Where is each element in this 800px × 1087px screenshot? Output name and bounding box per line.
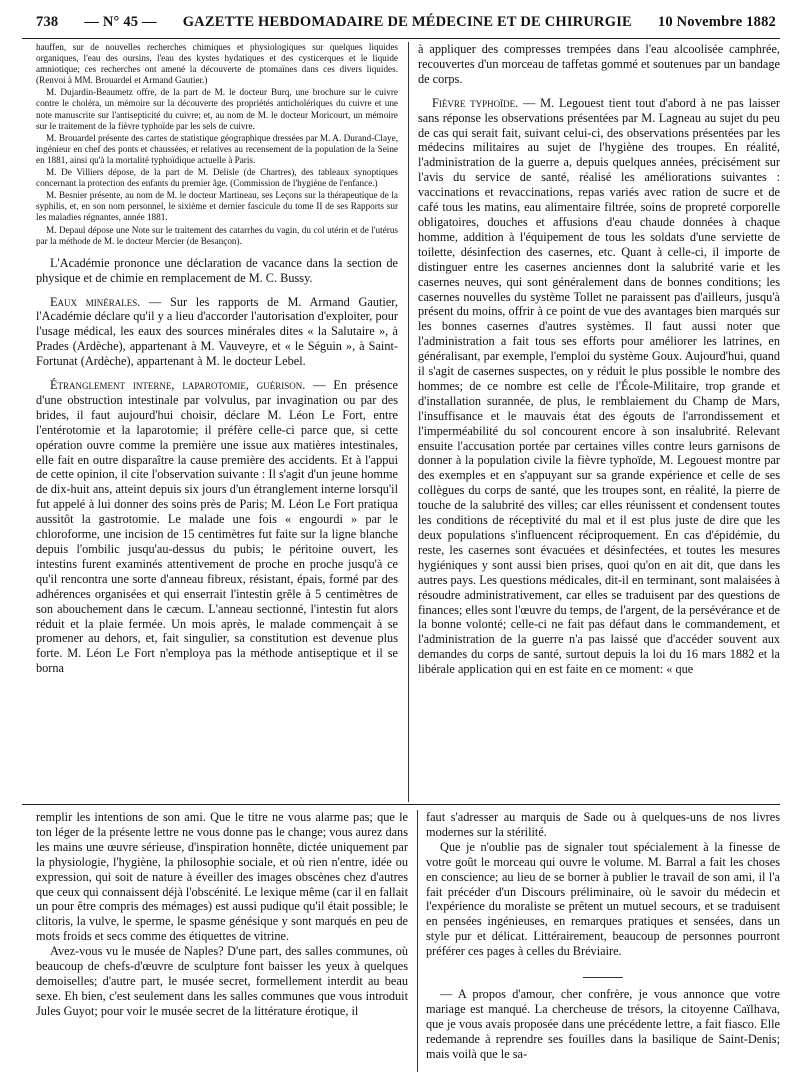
eaux-heading: Eaux minérales. [50,294,141,309]
feuilleton-right-column [426,810,780,1062]
feuilleton-paragraph: Avez-vous vu le musée de Naples? D'une part, des salles communes, où beaucoup de chefs-d'œuvre de sculpture font baisser les yeux à quelques demoiselles; d'autre part, le musée secret, formellement interdit au beau sexe. Eh bien, c'est seulement dans les salles communes que vous introduit Jules Guyot; pour voir le musée secret de la littérature érotique, il [36,944,408,1018]
upper-section [22,42,780,822]
eaux-body: — Sur les rapports de M. Armand Gautier, l'Académie déclare qu'il y a lieu d'accorder l'autorisation d'exploiter, pour l'usage médical, les eaux des sources minérales dites « la Salutaire », à Prades (Ardèche), appartenant à M. Vauveyre, et « le Séguin », à Saint-Fortunat (Ardèche), appartenant à M. le docteur Lebel. [36,294,398,369]
fievre-body: — M. Legouest tient tout d'abord à ne pas laisser sans réponse les observations présentées par M. Lagneau au sujet du peu de cas qui serait fait, suivant celui-ci, des observations présentées par les médecins militaires au sujet de l'hygiène des troupes. En réalité, l'administration de la guerre a, depuis quelques années, précisément sur l'avis du service de santé, réalisé les améliorations suivantes : vaccinations et revaccinations, repas variés avec ration de sucre et de café tous les matins, eau alimentaire filtrée, soins de propreté corporelle obligatoires, douches et affusions d'eau chaude données à chaque homme, addition à l'équipement de tous les soldats d'une serviette de toilette, désinfection des casernes, etc. Quant à celle-ci, il importe de distinguer entre les casernes anciennes dont la salubrité varie et les casernes neuves, qui sont généralement dans de bonnes conditions; les casernes nouvelles du système Tollet ne paraissent pas d'ailleurs, jusqu'à présent du moins, offrir à ce point de vue des avantages bien marqués sur les bonnes casernes d'autres systèmes. Il faut aussi noter que l'administration a fait tous ses efforts pour améliorer les latrines, en généralisant, par exemple, l'emploi du système Goux. Aujourd'hui, quand il s'agit de casernes suspectes, on y réduit le plus possible le nombre des hommes; de ce nombre est celle de l'École-Militaire, trop grande et d'installation surannée, de plus, le remblaiement du Champ de Mars, l'insuffisance et le mauvais état des égouts de l'arrondissement et l'imperméabilité du sol concourent encore à son insalubrité. Relevant ensuite l'accusation portée par certaines villes contre leurs garnisons de donner à la population civile la fièvre typhoïde, M. Legouest montre par des exemples et en s'appuyant sur sa grande expérience et celle de ses collègues du corps de santé, que les troupes sont, en réalité, la pierre de touche de la salubrité des villes; car elles réunissent et condensent toutes les conditions de réceptivité du mal et il est plus juste de dire que les deux populations s'influencent réciproquement. En cas d'épidémie, du reste, les casernes sont évacuées et désinfectées, et toutes les mesures hygiéniques y sont aussi bien prises, quoi qu'on en ait dit, que dans les autres pays. Les questions médicales, dit-il en terminant, sont malaisées à résoudre administrativement, car elles se traduisent par des questions de finances; elles sont l'œuvre du temps, de l'argent, de la persévérance et de la bonne volonté; celle-ci ne fait pas défaut dans le commandement, et l'administration de la guerre n'a pas laissé que d'accéder souvent aux demandes du corps de santé, surtout depuis la loi du 16 mars 1882 et la libérale application qui en est faite en ce moment: « que [418,95,781,677]
feuilleton-paragraph: remplir les intentions de son ami. Que le titre ne vous alarme pas; que le ton léger de la présente lettre ne vous donne pas le change; vous aurez dans les mains une œuvre sérieuse, d'inspiration honnête, dictée uniquement par la physiologie, l'hygiène, la philosophie sociale, et où rien n'entre, idée ou expression, qui soit de nature à éveiller des images obscènes chez d'autres que ceux qui connaissent déjà l'obscénité. Le lexique même (car il en fallait un pour être compris des mémages) est aussi pudique qu'il était possible; le clitoris, la vulve, le sperme, le spasme génésique y sont marqués en peu de mots froids et secs comme des étiquettes de vitrine. [36,810,408,944]
etranglement-body: — En présence d'une obstruction intestinale par volvulus, par invagination ou par des brides, il faut aujourd'hui choisir, déclare M. Léon Le Fort, entre l'entérotomie et la laparotomie; il préfère celle-ci parce que, si cette opération ouvre comme la première une issue aux matières intestinales, elle fait en outre disparaître la cause première des accidents. Et à l'appui de cette opinion, il cite l'observation suivante : Il s'agit d'un jeune homme de dix-huit ans, atteint depuis six jours d'un étranglement interne lorsqu'il fut appelé à lui donner des soins près de Paris; M. Léon Le Fort pratiqua aussitôt la gastrotomie. Le malade une fois « engourdi » par le chloroforme, une incision de 15 centimètres fut faite sur la ligne blanche depuis l'ombilic jusqu'au-dessus du pubis; le péritoine ouvert, les intestins furent examinés attentivement de proche en proche jusqu'à ce qu'il rencontra une sorte d'anneau fibreux, résistant, épais, formé par des adhérences organisées et qui enserrait l'intestin grêle à 5 centimètres de son abouchement dans le cæcum. L'anneau sectionné, l'intestin fut alors réduit et la plaie fermée. Un mois après, le malade commençait à se promener au dehors, et, fait singulier, sa constitution est devenue plus forte. M. Léon Le Fort n'employa pas la méthode antiseptique et il se borna [36,378,398,676]
feuilleton-divider [417,810,418,1072]
etranglement-heading: Étranglement interne, laparotomie, guérison. [50,378,306,393]
eaux-paragraph [36,295,398,370]
feuilleton-paragraph: — A propos d'amour, cher confrère, je vous annonce que votre mariage est manqué. La chercheuse de trésors, la citoyenne Caïlhava, que je vous avais proposée dans une précédente lettre, a fait fiasco. Elle redemande à reprendre ses fouilles dans la basilique de Saint-Denis; mais voilà que le sa- [426,987,780,1061]
correspondence-item: M. De Villiers dépose, de la part de M. Delisle (de Chartres), des tableaux synoptiques concernant la protection des enfants du premier âge. (Commission de l'hygiène de l'enfance.) [36,167,398,189]
right-column [418,42,780,677]
page-header [22,14,780,36]
fievre-paragraph [418,96,780,677]
feuilleton-left-column [36,810,408,1019]
feuilleton-section [22,810,780,1074]
correspondence-item: M. Depaul dépose une Note sur le traitement des catarrhes du vagin, du col utérin et de l'utérus par la méthode de M. le docteur Mercier (de Besançon). [36,224,398,246]
correspondence-list [36,42,398,247]
continuation-paragraph: à appliquer des compresses trempées dans l'eau alcoolisée camphrée, recouvertes d'un morceau de taffetas gommé et soutenues par un bandage de corps. [418,42,780,86]
correspondence-item: hauffen, sur de nouvelles recherches chimiques et physiologiques sur quelques liquides organiques, l'eau des oursins, l'eau des kystes hydatiques et des cysticerques et le liquide amniotique; ces recherches ont amené la découverte de ptomaïnes dans ces divers liquides. (Renvoi à MM. Brouardel et Armand Gautier.) [36,42,398,86]
issue-number: — N° 45 — [84,14,157,30]
section-separator [426,965,780,983]
feuilleton-paragraph: faut s'adresser au marquis de Sade ou à quelques-uns de nos livres modernes sur la stérilité. [426,810,780,839]
feuilleton-paragraph: Que je n'oublie pas de signaler tout spécialement à la finesse de votre goût le morceau qui ouvre le volume. M. Barral a fait les choses en conscience; au lieu de se borner à publier le travail de son ami, il l'a fait précéder d'un Discours préliminaire, où le savoir du médecin et l'expérience du moraliste se prêtent un mutuel secours, et se traduisent en pensées ingénieuses, en remarques pratiques et sensées, dans un style pur et délicat. Littérairement, beaucoup de personnes pourront préférer ces pages à celles du Bréviaire. [426,839,780,959]
issue-date: 10 Novembre 1882 [657,14,776,30]
correspondence-item: M. Besnier présente, au nom de M. le docteur Martineau, ses Leçons sur la thérapeutique de la syphilis, et, en son nom personnel, le sixième et dernier fascicule du tome II de ses Rapports sur les maladies régnantes, année 1881. [36,190,398,223]
correspondence-item: M. Brouardel présente des cartes de statistique géographique dressées par M. A. Durand-Claye, ingénieur en chef des ponts et chaussées, et relatives au recensement de la population de la Seine en 1881, ainsi qu'à la mortalité typhoïdique actuelle à Paris. [36,132,398,165]
column-divider [408,42,409,802]
journal-page [22,14,780,1074]
feuilleton-rule [22,804,780,805]
correspondence-item: M. Dujardin-Beaumetz offre, de la part de M. le docteur Burq, une brochure sur le cuivre contre le choléra, un mémoire sur la découverte des propriétés anticholériques du cuivre et une note manuscrite sur l'antisepticité du cuivre; et, au nom de M. le docteur Moricourt, un mémoire sur le traitement de la fièvre typhoïde par les sels de cuivre. [36,87,398,131]
header-rule [22,38,780,39]
etranglement-paragraph [36,378,398,676]
left-column [36,42,398,676]
page-number: 738 [36,14,59,30]
vacancy-paragraph: L'Académie prononce une déclaration de vacance dans la section de physique et de chimie en remplacement de M. C. Bussy. [36,255,398,285]
journal-title: GAZETTE HEBDOMADAIRE DE MÉDECINE ET DE CHIRURGIE [182,14,632,30]
fievre-heading: Fièvre typhoïde. [432,95,519,110]
